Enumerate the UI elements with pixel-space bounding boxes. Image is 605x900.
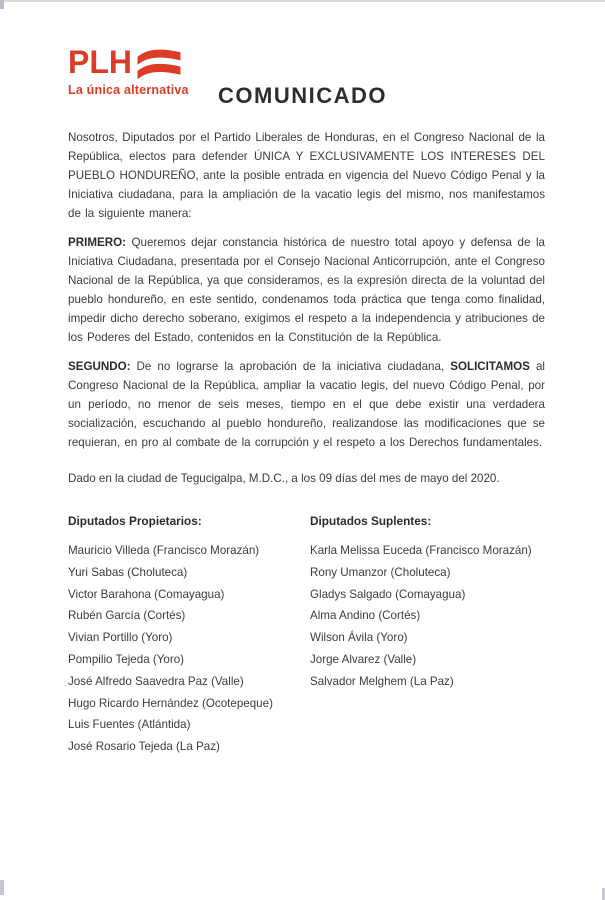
document-body — [68, 128, 545, 758]
deputies-columns — [68, 514, 545, 758]
list-item: Victor Barahona (Comayagua) — [68, 587, 225, 601]
plh-flag-icon — [135, 46, 183, 80]
page-corner-mark — [0, 0, 4, 9]
list-item: Hugo Ricardo Hernández (Ocotepeque) — [68, 696, 273, 710]
list-item: Rubén García (Cortés) — [68, 609, 186, 623]
list-item: Salvador Melghem (La Paz) — [310, 674, 454, 688]
propietarios-list — [68, 540, 308, 758]
list-item: Luis Fuentes (Atlántida) — [68, 718, 191, 732]
propietarios-column — [68, 514, 308, 758]
propietarios-header: Diputados Propietarios: — [68, 514, 202, 528]
list-item: José Alfredo Saavedra Paz (Valle) — [68, 674, 244, 688]
list-item: Mauricio Villeda (Francisco Morazán) — [68, 544, 260, 557]
suplentes-header: Diputados Suplentes: — [310, 514, 432, 528]
primero-paragraph: PRIMERO: Queremos dejar constancia histórica de nuestro total apoyo y defensa de la Iniciativa Ciudadana, presentada por el Consejo Nacional Anticorrupción, ante el Congreso Nacional de la República, ya que consideramos, es la expresión directa de la voluntad del pueblo hondureño, en este sentido, condenamos toda práctica que tenga como finalidad, impedir dicho derecho soberano, exigimos el respeto a la independencia y atribuciones de los Poderes del Estado, contenidos en la Constitución de la República. — [68, 236, 545, 344]
segundo-paragraph: SEGUNDO: De no lograrse la aprobación de la iniciativa ciudadana, SOLICITAMOS al Congreso Nacional de la República, ampliar la vacatio legis, del nuevo Código Penal, por un período, no menor de seis meses, tiempo en el que debe existir una verdadera socialización, escuchando al pueblo hondureño, realizandose las modificaciones que se requieran, en pro al combate de la corrupción y el respeto a los Derechos fundamentales. — [68, 360, 545, 449]
suplentes-column — [308, 514, 545, 758]
page-top-edge — [0, 0, 605, 2]
plh-tagline: La única alternativa — [68, 83, 189, 97]
list-item: José Rosario Tejeda (La Paz) — [68, 740, 220, 754]
list-item: Jorge Alvarez (Valle) — [310, 652, 417, 666]
page-corner-mark — [0, 880, 4, 895]
intro-paragraph: Nosotros, Diputados por el Partido Liberales de Honduras, en el Congreso Nacional de la República, electos para defender ÚNICA Y EXCLUSIVAMENTE LOS INTERESES DEL PUEBLO HONDUREÑO, ante la posible entrada en vigencia del Nuevo Código Penal y la Iniciativa ciudadana, para la ampliación de la vacatio legis del mismo, nos manifestamos de la siguiente manera: — [68, 131, 545, 220]
list-item: Gladys Salgado (Comayagua) — [310, 587, 466, 601]
list-item: Pompilio Tejeda (Yoro) — [68, 652, 185, 666]
list-item: Alma Andino (Cortés) — [310, 609, 421, 623]
list-item: Yuri Sabas (Choluteca) — [68, 565, 188, 579]
document-title: COMUNICADO — [218, 83, 387, 108]
list-item: Rony Umanzor (Choluteca) — [310, 565, 451, 579]
dateline: Dado en la ciudad de Tegucigalpa, M.D.C., a los 09 días del mes de mayo del 2020. — [68, 472, 500, 485]
suplentes-list — [310, 540, 545, 693]
list-item: Vivian Portillo (Yoro) — [68, 631, 173, 645]
list-item: Karla Melissa Euceda (Francisco Morazán) — [310, 544, 532, 557]
list-item: Wilson Ávila (Yoro) — [310, 631, 408, 645]
plh-logo-text: PLH — [68, 44, 132, 80]
